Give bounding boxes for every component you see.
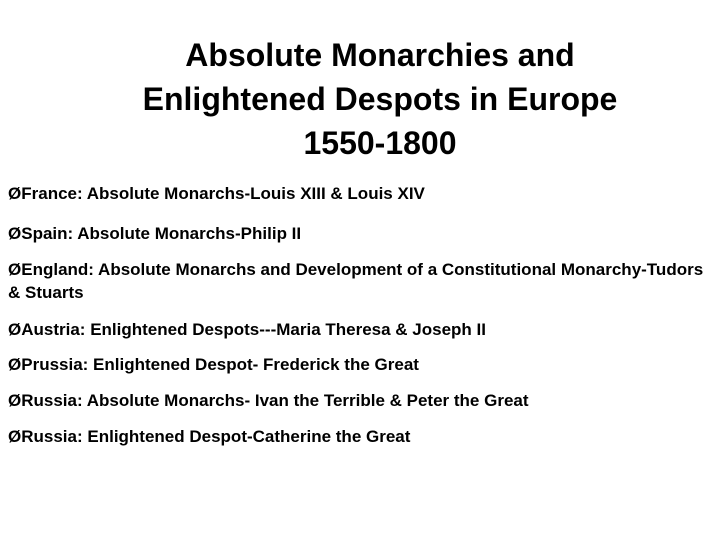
bullet-text: Spain: Absolute Monarchs-Philip II xyxy=(21,224,302,243)
bullet-text: Austria: Enlightened Despots---Maria Theresa & Joseph II xyxy=(21,320,486,339)
bullet-item-spain xyxy=(8,222,301,245)
title-line-2: Enlightened Despots in Europe xyxy=(142,81,618,117)
bullet-text: England: Absolute Monarchs and Development of a Constitutional Monarchy-Tudors & Stuarts xyxy=(8,260,704,302)
arrowhead-bullet-icon: Ø xyxy=(8,224,22,243)
slide-title xyxy=(60,33,700,165)
arrowhead-bullet-icon: Ø xyxy=(8,320,22,339)
arrowhead-bullet-icon: Ø xyxy=(8,355,22,374)
title-line-3: 1550-1800 xyxy=(303,125,457,161)
bullet-item-france xyxy=(8,182,425,205)
bullet-item-russia-enlightened xyxy=(8,425,410,448)
bullet-text: France: Absolute Monarchs-Louis XIII & Louis XIV xyxy=(21,184,425,203)
arrowhead-bullet-icon: Ø xyxy=(8,260,22,279)
arrowhead-bullet-icon: Ø xyxy=(8,427,22,446)
arrowhead-bullet-icon: Ø xyxy=(8,391,22,410)
bullet-item-england xyxy=(8,258,708,304)
title-line-1: Absolute Monarchies and xyxy=(185,37,575,73)
bullet-item-austria xyxy=(8,318,486,341)
arrowhead-bullet-icon: Ø xyxy=(8,184,22,203)
bullet-text: Prussia: Enlightened Despot- Frederick the Great xyxy=(21,355,419,374)
bullet-item-prussia xyxy=(8,353,419,376)
bullet-text: Russia: Absolute Monarchs- Ivan the Terrible & Peter the Great xyxy=(21,391,529,410)
bullet-item-russia-absolute xyxy=(8,389,529,412)
bullet-text: Russia: Enlightened Despot-Catherine the Great xyxy=(21,427,411,446)
